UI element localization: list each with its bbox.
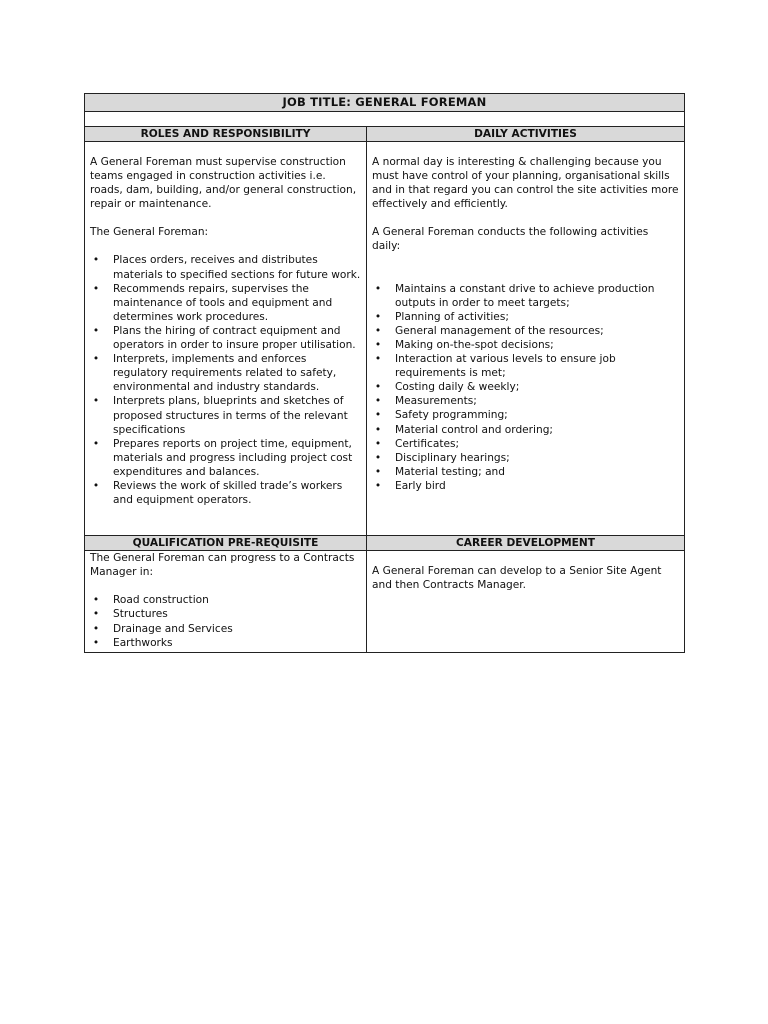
roles-daily-row (85, 142, 684, 536)
list-item: • Earthworks (90, 636, 361, 650)
qualification-cell (85, 551, 367, 652)
list-item: • Drainage and Services (90, 622, 361, 636)
daily-list (372, 282, 679, 493)
career-heading: CAREER DEVELOPMENT (367, 536, 684, 550)
daily-cell (367, 142, 684, 535)
bullet-icon: • (92, 395, 100, 408)
bullet-icon: • (92, 622, 100, 635)
bullet-icon: • (92, 324, 100, 337)
qualification-list (90, 593, 361, 649)
list-item: • Costing daily & weekly; (372, 380, 679, 394)
bullet-icon: • (92, 437, 100, 450)
list-item: • Structures (90, 607, 361, 621)
list-item: • Prepares reports on project time, equipment, materials and progress including project cost expenditures and balances. (90, 437, 361, 479)
bullet-icon: • (374, 423, 382, 436)
bullet-icon: • (374, 353, 382, 366)
qualification-heading: QUALIFICATION PRE-REQUISITE (85, 536, 367, 550)
list-item: • Recommends repairs, supervises the maintenance of tools and equipment and determines work procedures. (90, 282, 361, 324)
list-item: • Interaction at various levels to ensure job requirements is met; (372, 352, 679, 380)
bullet-icon: • (92, 282, 100, 295)
bullet-icon: • (374, 395, 382, 408)
list-item: • Maintains a constant drive to achieve production outputs in order to meet targets; (372, 282, 679, 310)
bullet-icon: • (374, 282, 382, 295)
list-item: • Plans the hiring of contract equipment and operators in order to insure proper utilisation. (90, 324, 361, 352)
bullet-icon: • (92, 636, 100, 649)
bullet-icon: • (92, 608, 100, 621)
roles-heading: ROLES AND RESPONSIBILITY (85, 127, 367, 141)
list-item: • Early bird (372, 479, 679, 493)
list-item: • Disciplinary hearings; (372, 451, 679, 465)
career-text: A General Foreman can develop to a Senior Site Agent and then Contracts Manager. (372, 565, 662, 592)
roles-intro: A General Foreman must supervise construction teams engaged in construction activities i.e. roads, dam, building, and/or general construction, repair or maintenance. (90, 156, 357, 211)
bullet-icon: • (374, 338, 382, 351)
list-item: • Measurements; (372, 394, 679, 408)
job-title: JOB TITLE: GENERAL FOREMAN (85, 94, 684, 112)
bullet-icon: • (92, 479, 100, 492)
daily-lead: A General Foreman conducts the following activities daily: (372, 226, 649, 253)
spacer-row (85, 112, 684, 127)
roles-lead: The General Foreman: (90, 226, 209, 239)
job-description-table (84, 93, 685, 653)
list-item: • Material testing; and (372, 465, 679, 479)
list-item: • Reviews the work of skilled trade’s workers and equipment operators. (90, 479, 361, 507)
list-item: • Safety programming; (372, 408, 679, 422)
bullet-icon: • (92, 353, 100, 366)
bullet-icon: • (374, 381, 382, 394)
list-item: • Road construction (90, 593, 361, 607)
bullet-icon: • (374, 465, 382, 478)
bullet-icon: • (374, 479, 382, 492)
list-item: • Places orders, receives and distributes materials to specified sections for future work. (90, 253, 361, 281)
daily-intro: A normal day is interesting & challenging because you must have control of your planning, organisational skills and in that regard you can control the site activities more effectively and efficiently. (372, 156, 679, 211)
bullet-icon: • (374, 324, 382, 337)
list-item: • Material control and ordering; (372, 423, 679, 437)
list-item: • Certificates; (372, 437, 679, 451)
list-item: • Interprets plans, blueprints and sketches of proposed structures in terms of the relevant specifications (90, 394, 361, 436)
bullet-icon: • (92, 254, 100, 267)
section-header-row (85, 536, 684, 551)
bullet-icon: • (374, 451, 382, 464)
bullet-icon: • (374, 310, 382, 323)
list-item: • Interprets, implements and enforces regulatory requirements related to safety, environmental and industry standards. (90, 352, 361, 394)
list-item: • Planning of activities; (372, 310, 679, 324)
list-item: • Making on-the-spot decisions; (372, 338, 679, 352)
roles-list (90, 253, 361, 507)
qualification-intro: The General Foreman can progress to a Contracts Manager in: (90, 552, 355, 579)
qualification-career-row (85, 551, 684, 652)
bullet-icon: • (374, 409, 382, 422)
career-cell (367, 551, 684, 652)
roles-cell (85, 142, 367, 535)
bullet-icon: • (374, 437, 382, 450)
daily-heading: DAILY ACTIVITIES (367, 127, 684, 141)
bullet-icon: • (92, 594, 100, 607)
list-item: • General management of the resources; (372, 324, 679, 338)
section-header-row (85, 127, 684, 142)
